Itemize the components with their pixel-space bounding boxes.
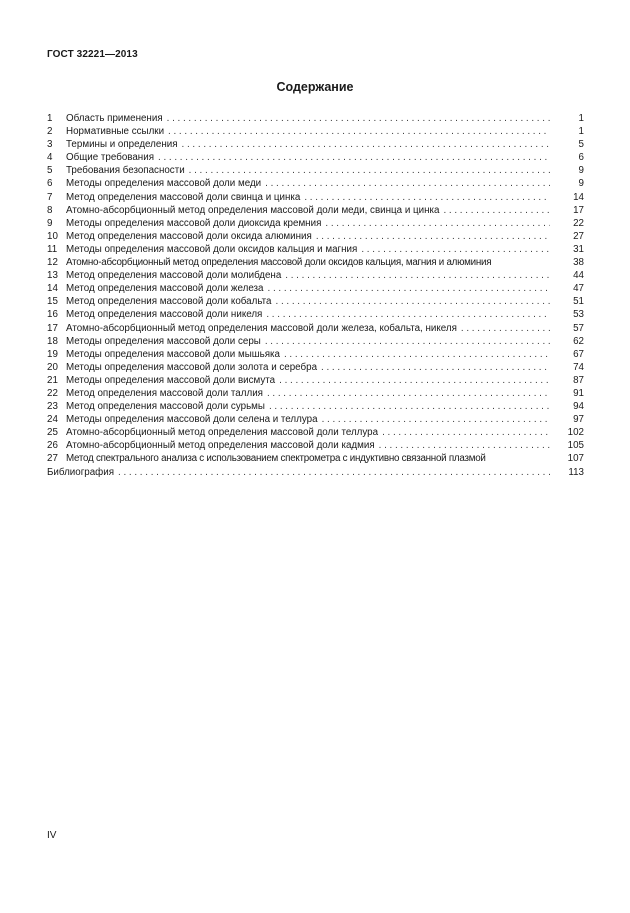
toc-dot-leader bbox=[189, 164, 550, 177]
toc-entry-number: 6 bbox=[47, 178, 53, 190]
toc-entry-page: 105 bbox=[567, 440, 584, 452]
toc-entry-number: 23 bbox=[47, 401, 58, 413]
toc-entry-number: 19 bbox=[47, 348, 58, 360]
toc-entry-number: 3 bbox=[47, 139, 53, 151]
toc-entry-title: Атомно-абсорбционный метод определения массовой доли меди, свинца и цинка bbox=[66, 204, 440, 216]
toc-dot-leader bbox=[285, 269, 550, 282]
toc-entry-page: 102 bbox=[567, 427, 584, 439]
toc-entry-number: 2 bbox=[47, 126, 53, 138]
toc-entry-title: Нормативные ссылки bbox=[66, 126, 165, 138]
toc-dot-leader bbox=[265, 177, 550, 190]
toc-dot-leader bbox=[379, 439, 550, 452]
toc-dot-leader bbox=[268, 282, 551, 295]
document-code: ГОСТ 32221—2013 bbox=[47, 49, 138, 60]
toc-entry-page: 91 bbox=[573, 387, 584, 399]
toc-entry-title: Методы определения массовой доли золота и серебра bbox=[66, 361, 318, 373]
toc-entry-title: Методы определения массовой доли висмута bbox=[66, 374, 276, 386]
toc-title: Содержание bbox=[276, 80, 354, 94]
toc-entry[interactable] bbox=[47, 230, 584, 243]
toc-dot-leader bbox=[361, 243, 550, 256]
toc-entry[interactable] bbox=[47, 177, 584, 190]
toc-entry[interactable] bbox=[47, 217, 584, 230]
toc-dot-leader bbox=[269, 400, 550, 413]
toc-entry-number: 5 bbox=[47, 165, 53, 177]
toc-dot-leader bbox=[267, 387, 550, 400]
toc-entry-page: 47 bbox=[573, 283, 584, 295]
toc-entry-number: 18 bbox=[47, 335, 58, 347]
toc-entry-page: 87 bbox=[573, 374, 584, 386]
toc-entry-title: Область применения bbox=[66, 113, 163, 124]
toc-entry[interactable] bbox=[47, 295, 584, 308]
toc-entry-title: Метод определения массовой доли молибдена bbox=[66, 270, 282, 282]
toc-dot-leader bbox=[284, 348, 550, 361]
toc-entry[interactable] bbox=[47, 204, 584, 217]
toc-dot-leader bbox=[316, 230, 550, 243]
toc-entry-number: 22 bbox=[47, 387, 58, 399]
toc-entry-title: Методы определения массовой доли серы bbox=[66, 335, 261, 347]
toc-entry[interactable] bbox=[47, 112, 584, 125]
toc-entry-page: 107 bbox=[567, 453, 584, 465]
toc-dot-leader bbox=[182, 138, 550, 151]
toc-entry[interactable] bbox=[47, 374, 584, 387]
toc-entry-number: 4 bbox=[47, 152, 53, 164]
toc-entry-number: 8 bbox=[47, 204, 53, 216]
toc-entry-page: 22 bbox=[573, 217, 584, 229]
toc-dot-leader bbox=[321, 361, 550, 374]
toc-entry-title: Общие требования bbox=[66, 152, 154, 164]
toc-entry-page: 113 bbox=[568, 466, 584, 478]
toc-entry-number: 13 bbox=[47, 270, 58, 282]
toc-entry-page: 44 bbox=[573, 270, 584, 282]
toc-entry-title: Метод определения массовой доли кобальта bbox=[66, 296, 272, 308]
toc-dot-leader bbox=[168, 125, 550, 138]
toc-entry-page: 97 bbox=[573, 414, 584, 426]
toc-entry[interactable] bbox=[47, 322, 584, 335]
toc-entry-number: 17 bbox=[47, 322, 58, 334]
toc-entry-title: Метод определения массовой доли никеля bbox=[66, 309, 263, 321]
toc-entry-number: 27 bbox=[47, 453, 58, 465]
toc-entry-page: 62 bbox=[573, 335, 584, 347]
toc-entry-page: 57 bbox=[573, 322, 584, 334]
toc-entry-number: 1 bbox=[47, 113, 53, 124]
toc-entry[interactable] bbox=[47, 426, 584, 439]
toc-dot-leader bbox=[279, 374, 550, 387]
toc-dot-leader bbox=[322, 413, 550, 426]
toc-entry-page: 6 bbox=[578, 152, 584, 164]
toc-dot-leader bbox=[265, 335, 550, 348]
toc-entry-page: 94 bbox=[573, 401, 584, 413]
toc-dot-leader bbox=[325, 217, 550, 230]
toc-entry-title: Метод определения массовой доли свинца и цинка bbox=[66, 191, 301, 203]
toc-entry[interactable] bbox=[47, 138, 584, 151]
toc-entry-title: Атомно-абсорбционный метод определения массовой доли теллура bbox=[66, 427, 379, 439]
toc-entry-page: 14 bbox=[573, 191, 584, 203]
toc-entry[interactable] bbox=[47, 151, 584, 164]
toc-dot-leader bbox=[276, 295, 551, 308]
toc-entry-number: 11 bbox=[47, 243, 58, 255]
toc-entry[interactable] bbox=[47, 413, 584, 426]
toc-entry-number: 9 bbox=[47, 217, 53, 229]
toc-entry-page: 9 bbox=[578, 178, 584, 190]
toc-entry-page: 1 bbox=[578, 126, 584, 138]
toc-dot-leader bbox=[266, 308, 550, 321]
toc-entry[interactable] bbox=[47, 452, 584, 465]
toc-entry-title: Метод спектрального анализа с использованием спектрометра с индуктивно связанной плазмой bbox=[66, 453, 486, 465]
toc-entry-number: 20 bbox=[47, 361, 58, 373]
toc-entry[interactable] bbox=[47, 125, 584, 138]
toc-entry-title: Методы определения массовой доли мышьяка bbox=[66, 348, 280, 360]
toc-entry-number: 15 bbox=[47, 296, 58, 308]
toc-entry[interactable] bbox=[47, 282, 584, 295]
toc-entry[interactable] bbox=[47, 466, 584, 479]
toc-entry-title: Атомно-абсорбционный метод определения массовой доли кадмия bbox=[66, 440, 375, 452]
toc-entry-number: 26 bbox=[47, 440, 58, 452]
toc-dot-leader bbox=[118, 466, 550, 479]
toc-entry[interactable] bbox=[47, 308, 584, 321]
toc-entry-number: 7 bbox=[47, 191, 53, 203]
toc-entry[interactable] bbox=[47, 348, 584, 361]
toc-entry-page: 1 bbox=[578, 113, 584, 124]
toc-entry-title: Требования безопасности bbox=[66, 165, 185, 177]
toc-entry-title: Метод определения массовой доли таллия bbox=[66, 387, 263, 399]
toc-entry-number: 21 bbox=[47, 374, 58, 386]
toc-entry-title: Методы определения массовой доли меди bbox=[66, 178, 262, 190]
toc-entry-page: 5 bbox=[578, 139, 584, 151]
toc-dot-leader bbox=[443, 204, 550, 217]
toc-entry-page: 27 bbox=[573, 230, 584, 242]
toc-entry[interactable] bbox=[47, 164, 584, 177]
toc-entry-title: Метод определения массовой доли оксида алюминия bbox=[66, 230, 312, 242]
toc-entry-title: Атомно-абсорбционный метод определения массовой доли оксидов кальция, магния и алюминия bbox=[66, 257, 492, 269]
toc-dot-leader bbox=[382, 426, 550, 439]
toc-entry-title: Библиография bbox=[47, 466, 115, 478]
toc-entry-title: Термины и определения bbox=[66, 139, 178, 151]
toc-entry-page: 67 bbox=[573, 348, 584, 360]
toc-entry-title: Атомно-абсорбционный метод определения массовой доли железа, кобальта, никеля bbox=[66, 322, 457, 334]
toc-entry-title: Методы определения массовой доли диоксида кремния bbox=[66, 217, 322, 229]
toc-entry-number: 14 bbox=[47, 283, 58, 295]
toc-entry-page: 9 bbox=[578, 165, 584, 177]
toc-entry[interactable] bbox=[47, 335, 584, 348]
toc-dot-leader bbox=[304, 191, 550, 204]
toc-entry[interactable] bbox=[47, 361, 584, 374]
toc-entry[interactable] bbox=[47, 256, 584, 269]
toc-entry-page: 38 bbox=[573, 257, 584, 269]
toc-entry-number: 16 bbox=[47, 309, 58, 321]
toc-entry[interactable] bbox=[47, 191, 584, 204]
toc-entry-page: 74 bbox=[573, 361, 584, 373]
toc-entry-page: 17 bbox=[573, 204, 584, 216]
toc-entry-title: Метод определения массовой доли сурьмы bbox=[66, 401, 265, 413]
page-number: IV bbox=[47, 830, 57, 841]
toc-entry-page: 31 bbox=[573, 243, 584, 255]
toc-entry-title: Методы определения массовой доли оксидов кальция и магния bbox=[66, 243, 358, 255]
toc-entry-page: 51 bbox=[573, 296, 584, 308]
toc-dot-leader bbox=[461, 322, 550, 335]
toc-entry-page: 53 bbox=[573, 309, 584, 321]
toc-entry[interactable] bbox=[47, 439, 584, 452]
toc-entry[interactable] bbox=[47, 400, 584, 413]
toc-entry-number: 12 bbox=[47, 257, 58, 269]
toc-dot-leader bbox=[158, 151, 550, 164]
toc-entry-number: 24 bbox=[47, 414, 58, 426]
toc-entry[interactable] bbox=[47, 243, 584, 256]
toc-entry-number: 10 bbox=[47, 230, 58, 242]
table-of-contents bbox=[47, 112, 584, 479]
toc-entry[interactable] bbox=[47, 387, 584, 400]
toc-entry-title: Методы определения массовой доли селена и теллура bbox=[66, 414, 318, 426]
toc-entry-number: 25 bbox=[47, 427, 58, 439]
toc-entry-title: Метод определения массовой доли железа bbox=[66, 283, 264, 295]
toc-entry[interactable] bbox=[47, 269, 584, 282]
toc-dot-leader bbox=[167, 112, 550, 125]
